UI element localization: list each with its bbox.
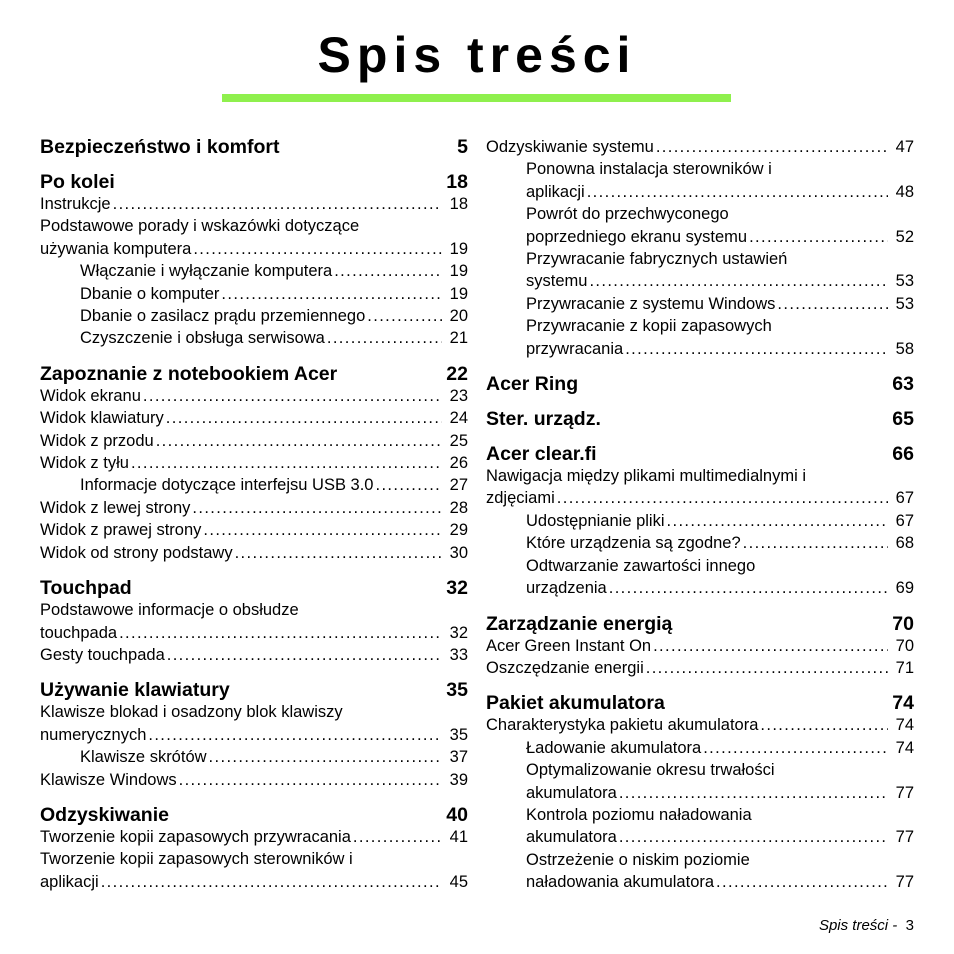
toc-entry-page: 27 — [449, 476, 468, 495]
toc-entry[interactable] — [486, 203, 914, 248]
toc-entry-title: akumulatora — [526, 828, 617, 847]
toc-entry-title: Widok z prawej strony — [40, 521, 202, 540]
toc-section-title: Acer Ring — [486, 373, 579, 396]
toc-entry[interactable] — [486, 136, 914, 158]
dot-leader — [167, 644, 442, 666]
toc-section-title: Ster. urządz. — [486, 408, 601, 431]
toc-entry-page: 77 — [895, 783, 914, 802]
toc-section-title: Używanie klawiatury — [40, 679, 230, 702]
toc-entry[interactable] — [40, 430, 468, 452]
toc-entry[interactable] — [40, 769, 468, 791]
footer-page-number: 3 — [905, 917, 914, 934]
toc-entry[interactable] — [486, 804, 914, 849]
dot-leader — [143, 385, 442, 407]
page-title: Spis treści — [317, 27, 637, 83]
toc-entry[interactable] — [40, 519, 468, 541]
dot-leader — [327, 327, 442, 349]
toc-entry[interactable] — [40, 327, 468, 349]
dot-leader — [777, 293, 888, 315]
dot-leader — [192, 497, 442, 519]
toc-entry-title: Gesty touchpada — [40, 645, 165, 664]
toc-entry-title: numerycznych — [40, 725, 147, 744]
toc-entry-page: 52 — [895, 227, 914, 246]
dot-leader — [235, 542, 442, 564]
toc-entry[interactable] — [486, 158, 914, 203]
dot-leader — [193, 238, 442, 260]
toc-entry[interactable] — [40, 826, 468, 848]
toc-column-right — [486, 136, 914, 894]
toc-entry-page: 23 — [449, 386, 468, 405]
toc-entry[interactable] — [486, 657, 914, 679]
toc-entry-page: 67 — [895, 511, 914, 530]
title-underline — [222, 94, 731, 102]
toc-entry-title: Widok od strony podstawy — [40, 543, 233, 562]
dot-leader — [113, 193, 442, 215]
toc-section[interactable] — [40, 577, 468, 599]
toc-entry[interactable] — [486, 465, 914, 510]
dot-leader — [609, 577, 888, 599]
toc-entry-page: 77 — [895, 873, 914, 892]
toc-entry-title: aplikacji — [40, 872, 99, 891]
toc-entry-page: 37 — [449, 748, 468, 767]
toc-entry[interactable] — [40, 599, 468, 644]
toc-section[interactable] — [486, 613, 914, 635]
toc-entry-title-line: Podstawowe informacje o obsłudze — [40, 601, 299, 620]
toc-entry-page: 53 — [895, 294, 914, 313]
toc-entry-title: Acer Green Instant On — [486, 636, 652, 655]
toc-section[interactable] — [40, 171, 468, 193]
dot-leader — [589, 270, 888, 292]
toc-entry-page: 47 — [895, 138, 914, 156]
toc-entry-page: 24 — [449, 409, 468, 428]
toc-section-page: 74 — [892, 692, 914, 715]
toc-entry[interactable] — [40, 305, 468, 327]
toc-entry-title: Dbanie o zasilacz prądu przemiennego — [80, 307, 366, 326]
toc-section[interactable] — [486, 408, 914, 430]
toc-entry-title-line: Przywracanie z kopii zapasowych — [526, 317, 772, 336]
dot-leader — [156, 430, 442, 452]
toc-entry-title: Oszczędzanie energii — [486, 658, 644, 677]
toc-entry[interactable] — [486, 635, 914, 657]
dot-leader — [743, 532, 888, 554]
toc-entry-title: zdjęciami — [486, 489, 555, 508]
toc-entry-page: 25 — [449, 431, 468, 450]
toc-entry-title: przywracania — [526, 339, 624, 358]
toc-entry-title-line: Tworzenie kopii zapasowych sterowników i — [40, 850, 353, 869]
toc-entry-title: Czyszczenie i obsługa serwisowa — [80, 329, 325, 348]
dot-leader — [625, 338, 888, 360]
footer-label: Spis treści - — [818, 917, 898, 934]
toc-entry[interactable] — [40, 407, 468, 429]
toc-entry-title-line: Powrót do przechwyconego — [526, 205, 729, 224]
toc-entry[interactable] — [486, 737, 914, 759]
toc-section-page: 66 — [892, 443, 914, 466]
dot-leader — [353, 826, 442, 848]
dot-leader — [646, 657, 888, 679]
toc-entry[interactable] — [40, 701, 468, 746]
dot-leader — [587, 181, 888, 203]
toc-entry-page: 35 — [449, 725, 468, 744]
toc-entry-page: 48 — [895, 182, 914, 201]
toc-entry-title-line: Kontrola poziomu naładowania — [526, 805, 752, 824]
toc-entry-page: 19 — [449, 262, 468, 281]
toc-section-title: Zarządzanie energią — [486, 612, 673, 635]
dot-leader — [653, 635, 888, 657]
toc-entry-title: Charakterystyka pakietu akumulatora — [486, 716, 759, 735]
toc-entry-title: Widok z tyłu — [40, 454, 129, 473]
toc-section-title: Po kolei — [40, 171, 115, 193]
toc-entry-title: systemu — [526, 272, 588, 291]
dot-leader — [209, 746, 442, 768]
toc-entry-page: 69 — [895, 579, 914, 598]
toc-entry-page: 74 — [895, 716, 914, 735]
toc-entry-title: Odzyskiwanie systemu — [486, 138, 654, 156]
toc-entry[interactable] — [486, 293, 914, 315]
toc-section-page: 70 — [892, 612, 914, 635]
toc-section[interactable] — [40, 363, 468, 385]
toc-entry[interactable] — [40, 452, 468, 474]
toc-entry-page: 77 — [895, 828, 914, 847]
toc-entry-page: 45 — [449, 872, 468, 891]
toc-entry[interactable] — [486, 759, 914, 804]
toc-section-page: 22 — [446, 362, 468, 385]
toc-entry-title-line: Ostrzeżenie o niskim poziomie — [526, 850, 750, 869]
toc-section-title: Touchpad — [40, 577, 132, 600]
toc-entry-title: Instrukcje — [40, 195, 111, 213]
toc-entry[interactable] — [40, 542, 468, 564]
toc-section-title: Bezpieczeństwo i komfort — [40, 136, 280, 158]
dot-leader — [619, 782, 888, 804]
dot-leader — [557, 487, 888, 509]
toc-entry-title-line: Klawisze blokad i osadzony blok klawiszy — [40, 703, 343, 722]
toc-entry-title: Włączanie i wyłączanie komputera — [80, 262, 333, 281]
toc-entry-page: 20 — [449, 307, 468, 326]
toc-section-page: 63 — [892, 373, 914, 396]
toc-entry-title: Widok z przodu — [40, 431, 154, 450]
toc-entry-title: Klawisze skrótów — [80, 748, 207, 767]
toc-section-page: 65 — [892, 408, 914, 431]
dot-leader — [716, 871, 888, 893]
toc-section[interactable] — [486, 443, 914, 465]
toc-entry-title: aplikacji — [526, 182, 585, 201]
toc-entry-title-line: Optymalizowanie okresu trwałości — [526, 761, 775, 780]
toc-section[interactable] — [486, 373, 914, 395]
toc-entry[interactable] — [40, 746, 468, 768]
toc-entry[interactable] — [486, 532, 914, 554]
dot-leader — [760, 714, 888, 736]
dot-leader — [619, 826, 888, 848]
toc-entry-page: 32 — [449, 623, 468, 642]
toc-entry[interactable] — [486, 510, 914, 532]
toc-entry-title: Udostępnianie pliki — [526, 511, 665, 530]
toc-entry-title: naładowania akumulatora — [526, 873, 715, 892]
dot-leader — [131, 452, 442, 474]
toc-entry[interactable] — [40, 385, 468, 407]
toc-entry-page: 19 — [449, 239, 468, 258]
toc-section-title: Acer clear.fi — [486, 443, 597, 466]
toc-entry[interactable] — [486, 315, 914, 360]
dot-leader — [203, 519, 442, 541]
toc-section-title: Odzyskiwanie — [40, 803, 169, 826]
toc-entry-page: 68 — [895, 534, 914, 553]
toc-section-page: 32 — [446, 577, 468, 600]
dot-leader — [148, 724, 442, 746]
toc-section-title: Zapoznanie z notebookiem Acer — [40, 362, 338, 385]
toc-entry-page: 74 — [895, 738, 914, 757]
toc-entry-title: urządzenia — [526, 579, 607, 598]
toc-entry-page: 33 — [449, 645, 468, 664]
toc-entry-page: 39 — [449, 770, 468, 789]
dot-leader — [334, 260, 442, 282]
toc-section[interactable] — [486, 692, 914, 714]
toc-entry[interactable] — [40, 848, 468, 893]
toc-entry-page: 70 — [895, 636, 914, 655]
toc-entry-title-line: Ponowna instalacja sterowników i — [526, 160, 772, 179]
dot-leader — [375, 474, 442, 496]
toc-entry-title: Klawisze Windows — [40, 770, 177, 789]
toc-entry-page: 26 — [449, 454, 468, 473]
toc-entry-title-line: Podstawowe porady i wskazówki dotyczące — [40, 217, 360, 236]
dot-leader — [179, 769, 442, 791]
toc-entry-title: touchpada — [40, 623, 118, 642]
toc-entry[interactable] — [486, 849, 914, 894]
toc-entry-title: Widok z lewej strony — [40, 498, 191, 517]
toc-entry-title-line: Przywracanie fabrycznych ustawień — [526, 250, 788, 269]
toc-section[interactable] — [40, 679, 468, 701]
toc-entry-title: Ładowanie akumulatora — [526, 738, 702, 757]
toc-entry-page: 67 — [895, 489, 914, 508]
toc-entry-page: 30 — [449, 543, 468, 562]
toc-entry[interactable] — [40, 644, 468, 666]
toc-column-left — [40, 136, 468, 893]
toc-entry[interactable] — [40, 193, 468, 215]
toc-entry-page: 18 — [449, 195, 468, 213]
toc-entry[interactable] — [40, 215, 468, 260]
toc-entry-title-line: Odtwarzanie zawartości innego — [526, 556, 756, 575]
toc-entry-page: 58 — [895, 339, 914, 358]
toc-entry-page: 28 — [449, 498, 468, 517]
toc-entry-page: 53 — [895, 272, 914, 291]
toc-entry-title: poprzedniego ekranu systemu — [526, 227, 748, 246]
toc-entry[interactable] — [486, 248, 914, 293]
toc-entry-page: 71 — [895, 658, 914, 677]
toc-entry[interactable] — [40, 474, 468, 496]
toc-entry-title: Tworzenie kopii zapasowych przywracania — [40, 827, 351, 846]
page-footer — [819, 917, 914, 934]
toc-entry-title: Widok ekranu — [40, 386, 141, 405]
toc-section[interactable] — [40, 136, 468, 158]
toc-entry-page: 21 — [449, 329, 468, 348]
dot-leader — [749, 226, 888, 248]
toc-entry[interactable] — [40, 260, 468, 282]
toc-entry-page: 29 — [449, 521, 468, 540]
toc-entry[interactable] — [40, 283, 468, 305]
dot-leader — [221, 283, 442, 305]
toc-entry[interactable] — [40, 497, 468, 519]
dot-leader — [703, 737, 888, 759]
toc-entry-title: używania komputera — [40, 239, 192, 258]
toc-entry-title: akumulatora — [526, 783, 617, 802]
dot-leader — [166, 407, 442, 429]
dot-leader — [119, 622, 442, 644]
toc-entry-page: 19 — [449, 284, 468, 303]
toc-section-title: Pakiet akumulatora — [486, 692, 665, 715]
toc-entry-title: Dbanie o komputer — [80, 284, 220, 303]
toc-section-page: 18 — [446, 171, 468, 193]
toc-entry-title: Informacje dotyczące interfejsu USB 3.0 — [80, 476, 374, 495]
toc-entry[interactable] — [486, 555, 914, 600]
toc-section-page: 40 — [446, 803, 468, 826]
toc-entry[interactable] — [486, 714, 914, 736]
toc-entry-title-line: Nawigacja między plikami multimedialnymi i — [486, 467, 807, 486]
toc-entry-page: 41 — [449, 827, 468, 846]
dot-leader — [667, 510, 888, 532]
toc-entry-title: Które urządzenia są zgodne? — [526, 534, 741, 553]
dot-leader — [367, 305, 442, 327]
toc-section[interactable] — [40, 804, 468, 826]
dot-leader — [101, 871, 442, 893]
dot-leader — [656, 136, 888, 158]
toc-entry-title: Przywracanie z systemu Windows — [526, 294, 776, 313]
toc-section-page: 35 — [446, 679, 468, 702]
toc-entry-title: Widok klawiatury — [40, 409, 164, 428]
toc-section-page: 5 — [457, 136, 468, 158]
